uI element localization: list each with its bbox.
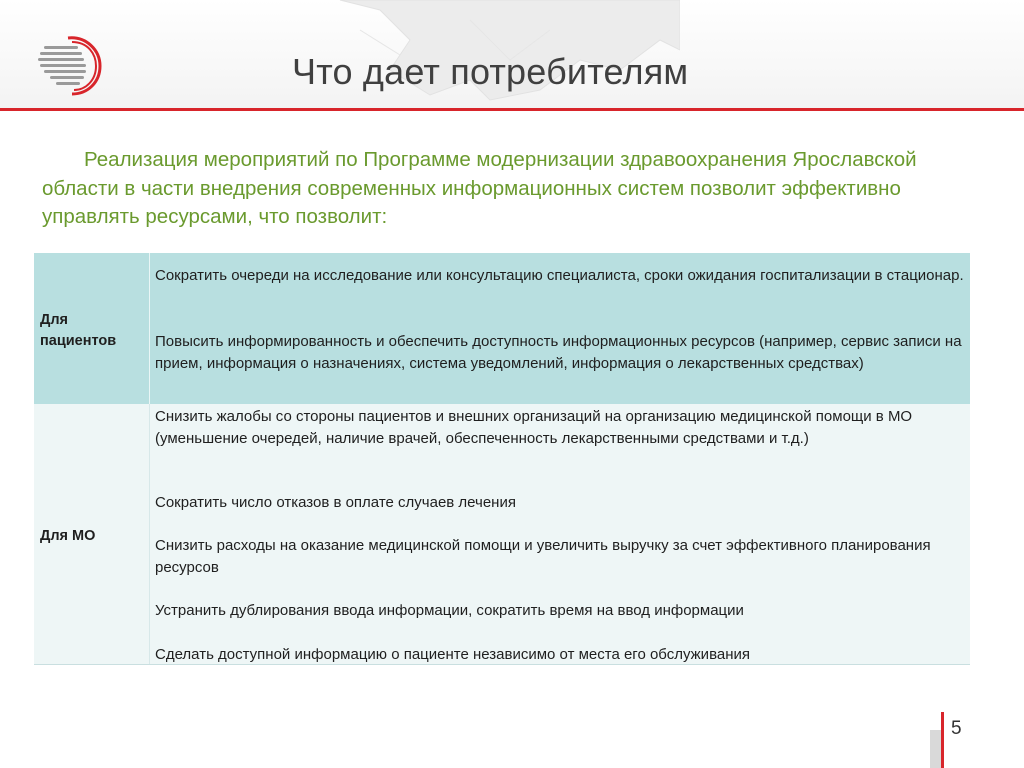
column-divider [149, 253, 150, 404]
benefits-table [34, 253, 970, 664]
table-row-mo [34, 404, 970, 665]
list-item: Повысить информированность и обеспечить доступность информационных ресурсов (например, сервис записи на прием, информация о назначениях, система уведомлений, информация о лекарственных средствах) [155, 333, 962, 372]
list-item: Сделать доступной информацию о пациенте независимо от места его обслуживания [155, 646, 750, 663]
list-item: Сократить очереди на исследование или консультацию специалиста, сроки ожидания госпитализации в стационар. [155, 267, 964, 284]
intro-text: Реализация мероприятий по Программе модернизации здравоохранения Ярославской области в части внедрения современных информационных систем позволит эффективно управлять ресурсами, что позволит: [42, 148, 917, 229]
page-number-shadow [930, 730, 941, 768]
list-item: Снизить жалобы со стороны пациентов и внешних организаций на организацию медицинской помощи в МО (уменьшение очередей, наличие врачей, обеспеченность лекарственными средствами и т.д.) [155, 408, 913, 447]
table-row-patients [34, 253, 970, 404]
page-number-bar [941, 712, 944, 768]
logo-icon [38, 32, 108, 98]
intro-paragraph [42, 146, 972, 232]
page-title: Что дает потребителям [292, 51, 689, 92]
page-number: 5 [951, 718, 962, 739]
list-item: Сократить число отказов в оплате случаев лечения [155, 494, 516, 511]
list-item: Устранить дублирования ввода информации, сократить время на ввод информации [155, 602, 744, 619]
row-label-mo: Для МО [40, 528, 96, 544]
column-divider [149, 404, 150, 664]
row-label-patients: Для пациентов [40, 312, 117, 349]
list-item: Снизить расходы на оказание медицинской помощи и увеличить выручку за счет эффективного планирования ресурсов [155, 537, 931, 576]
header-divider [0, 108, 1024, 111]
